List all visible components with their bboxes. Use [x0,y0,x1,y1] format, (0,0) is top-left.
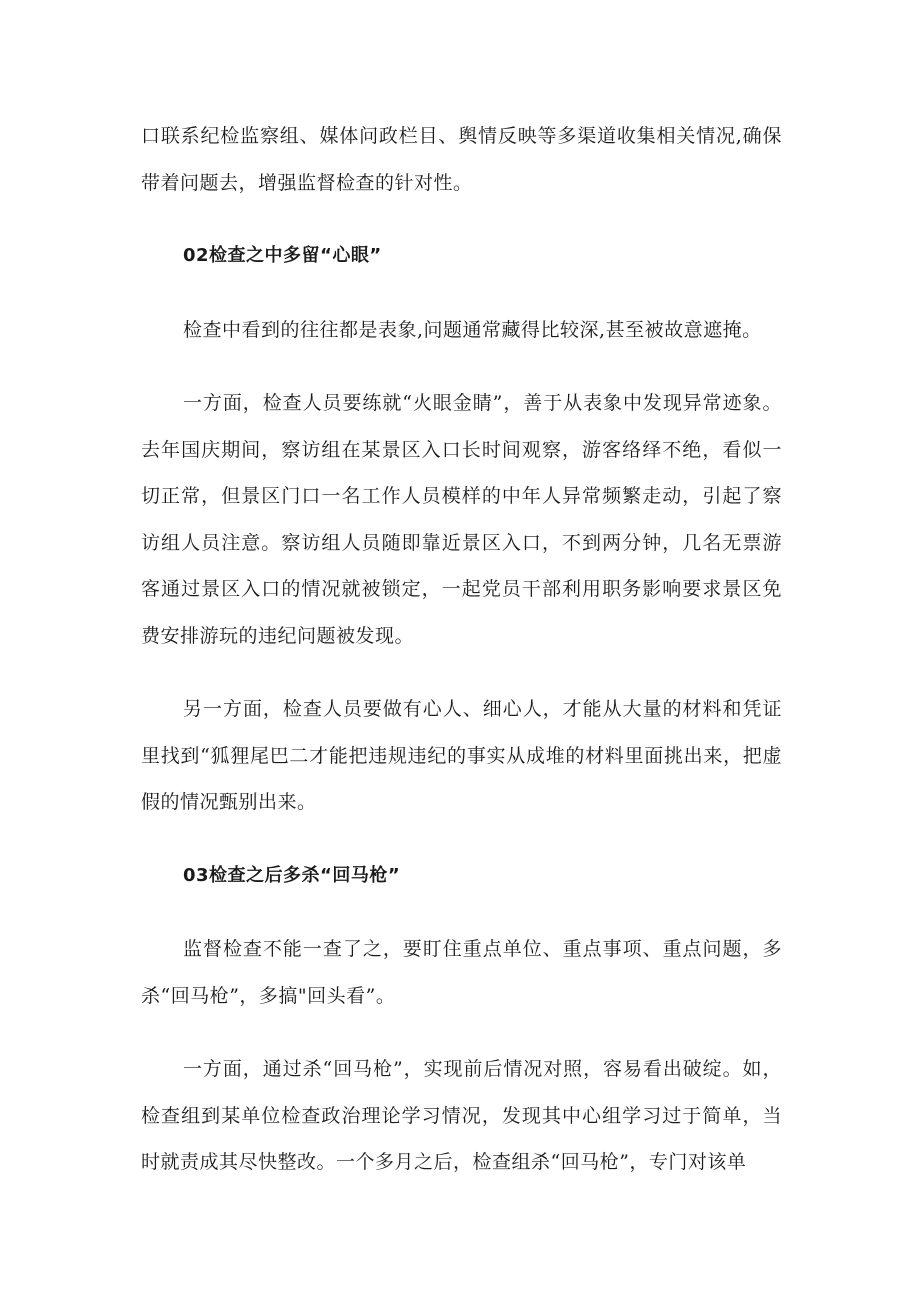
section-heading-02: 02检查之中多留“心眼” [183,245,382,266]
paragraph-gap [141,1019,782,1046]
paragraph-6: 一方面，通过杀“回马枪”，实现前后情况对照，容易看出破绽。如，检查组到某单位检查政治理论学习情况，发现其中心组学习过于简单，当时就责成其尽快整改。一个多月之后，检查组杀“回马枪”，专门对该单 [141,1058,782,1173]
document-body [141,113,782,1186]
paragraph-gap [141,826,782,853]
paragraph-5: 监督检查不能一查了之，要盯住重点单位、重点事项、重点问题，多杀“回马枪”，多搞"回头看”。 [141,938,782,1007]
paragraph-4: 另一方面，检查人员要做有心人、细心人，才能从大量的材料和凭证里找到“狐狸尾巴二才能把违规违纪的事实从成堆的材料里面挑出来，把虚假的情况甄别出来。 [141,698,782,813]
section-heading-03: 03检查之后多杀“回马枪” [183,864,401,886]
paragraph-gap [141,206,782,233]
paragraph-3: 一方面，检查人员要练就“火眼金睛”，善于从表象中发现异常迹象。去年国庆期间，察访组在某景区入口长时间观察，游客络绎不绝，看似一切正常，但景区门口一名工作人员模样的中年人异常频繁走动，引起了察访组人员注意。察访组人员随即靠近景区入口，不到两分钟，几名无票游客通过景区入口的情况就被锁定，一起党员干部利用职务影响要求景区免费安排游玩的违纪问题被发现。 [141,392,782,647]
paragraph-2: 检查中看到的往往都是表象,问题通常藏得比较深,甚至被故意遮掩。 [183,318,762,341]
paragraph-1: 口联系纪检监察组、媒体问政栏目、舆情反映等多渠道收集相关情况,确保带着问题去，增强监督检查的针对性。 [141,125,782,194]
paragraph-gap [141,659,782,686]
paragraph-gap [141,280,782,307]
paragraph-gap [141,899,782,926]
paragraph-gap [141,353,782,380]
